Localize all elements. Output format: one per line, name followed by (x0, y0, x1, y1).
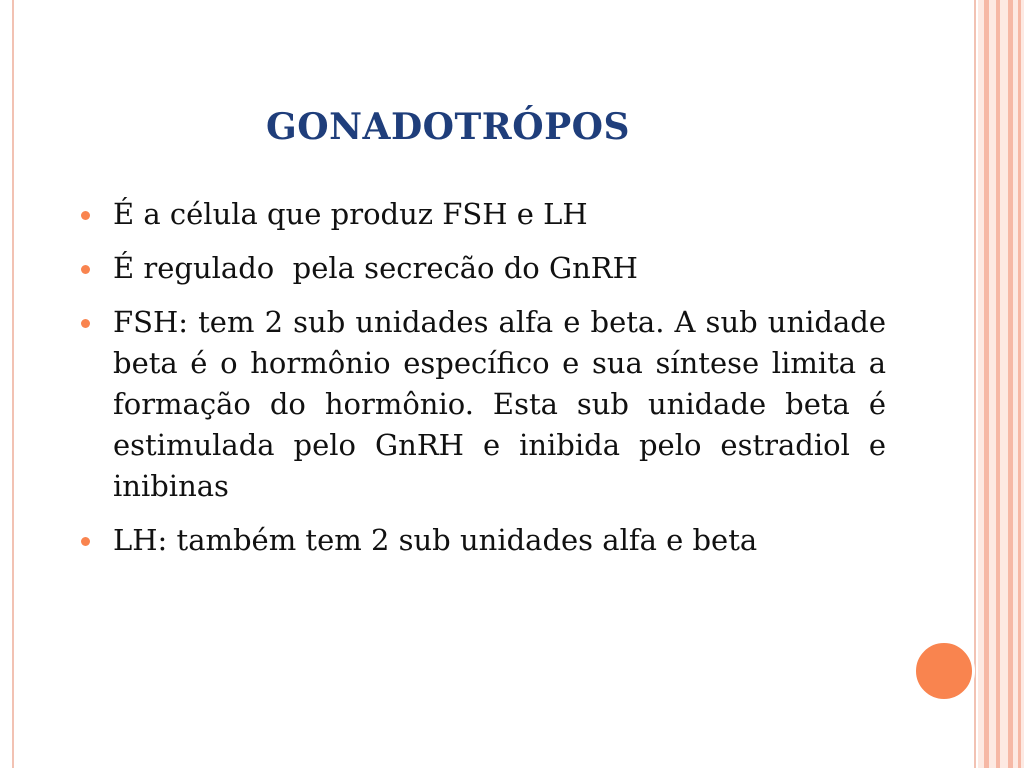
bullet-item (113, 302, 886, 507)
bullet-icon (81, 319, 90, 328)
stripe (1008, 0, 1013, 768)
bullet-item (113, 194, 886, 235)
slide-title: GONADOTRÓPOS (266, 106, 631, 148)
stripe (984, 0, 989, 768)
bullet-list (113, 194, 886, 574)
stripe (996, 0, 1000, 768)
bullet-text: É regulado pela secrecão do GnRH (113, 251, 638, 285)
bullet-item (113, 248, 886, 289)
bullet-icon (81, 211, 90, 220)
bullet-text: É a célula que produz FSH e LH (113, 197, 588, 231)
bullet-item (113, 520, 886, 561)
stripe (1018, 0, 1021, 768)
decorative-circle (913, 640, 975, 702)
decorative-stripes (978, 0, 1024, 768)
bullet-icon (81, 537, 90, 546)
bullet-icon (81, 265, 90, 274)
bullet-text: LH: também tem 2 sub unidades alfa e beta (113, 523, 758, 557)
bullet-text: FSH: tem 2 sub unidades alfa e beta. A sub unidade beta é o hormônio específico e sua síntese limita a formação do hormônio. Esta sub unidade beta é estimulada pelo GnRH e inibida pelo estradiol e inibinas (113, 305, 886, 503)
